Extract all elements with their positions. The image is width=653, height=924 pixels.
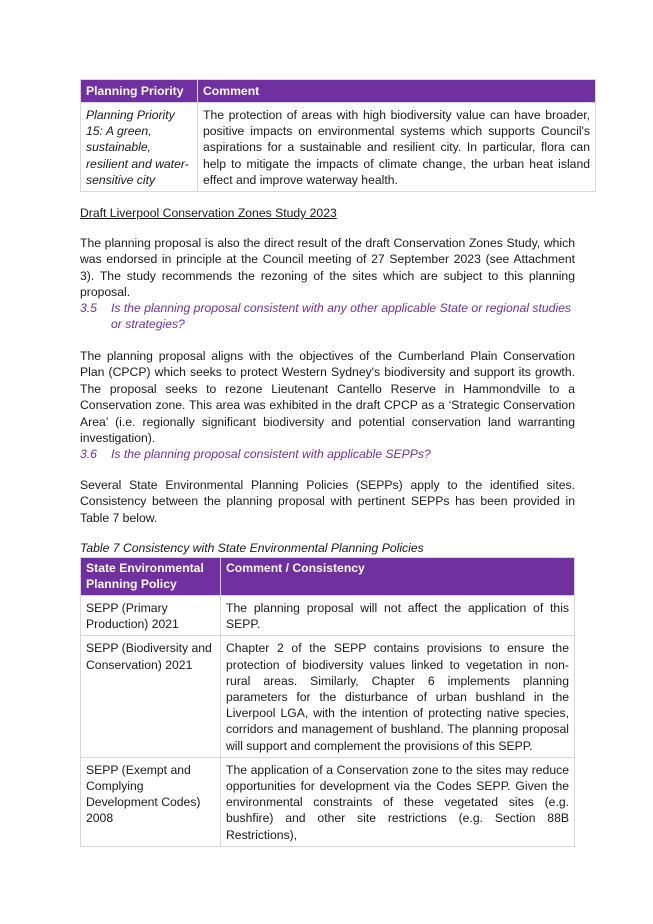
planning-priority-cell: Planning Priority 15: A green, sustainable, resilient and water-sensitive city [81, 103, 198, 192]
policy-cell: SEPP (Primary Production) 2021 [81, 596, 221, 636]
sepp-consistency-table [80, 557, 575, 847]
table-row [81, 636, 575, 757]
paragraph-sepps: Several State Environmental Planning Policies (SEPPs) apply to the identified sites. Consistency between the planning proposal with pertinent SEPPs has been provided in Table 7 below. [80, 478, 575, 525]
header-comment-consistency: Comment / Consistency [221, 558, 575, 596]
comment-cell: The application of a Conservation zone to the sites may reduce opportunities for development via the Codes SEPP. Given the environmental constraints of these vegetated sites (e.g. bushfire) and other site restrictions (e.g. Section 88B Restrictions), [221, 757, 575, 846]
question-3-6 [80, 446, 575, 462]
table-header-row [81, 80, 596, 103]
paragraph-conservation-study: The planning proposal is also the direct result of the draft Conservation Zones Study, which was endorsed in principle at the Council meeting of 27 September 2023 (see Attachment 3). The study recommends the rezoning of the sites which are subject to this planning proposal. [80, 236, 575, 300]
table-row [81, 103, 596, 192]
table-header-row [81, 558, 575, 596]
question-number: 3.5 [80, 301, 97, 315]
comment-cell: Chapter 2 of the SEPP contains provisions to ensure the protection of biodiversity values linked to vegetation in non-rural areas. Similarly, Chapter 6 implements planning parameters for the disturbance of urban bushland in the Liverpool LGA, with the intention of protecting native species, corridors and management of bushland. The planning proposal will support and complement the provisions of this SEPP. [221, 636, 575, 757]
comment-cell: The planning proposal will not affect the application of this SEPP. [221, 596, 575, 636]
table-row [81, 757, 575, 846]
planning-priority-table [80, 79, 596, 192]
question-text: Is the planning proposal consistent with applicable SEPPs? [111, 447, 431, 461]
table-row [81, 596, 575, 636]
header-comment: Comment [198, 80, 596, 103]
table-caption: Table 7 Consistency with State Environmental Planning Policies [80, 541, 424, 555]
policy-cell: SEPP (Exempt and Complying Development Codes) 2008 [81, 757, 221, 846]
section-subheading: Draft Liverpool Conservation Zones Study 2023 [80, 206, 337, 220]
question-number: 3.6 [80, 447, 97, 461]
header-policy: State Environmental Planning Policy [81, 558, 221, 596]
paragraph-cpcp: The planning proposal aligns with the objectives of the Cumberland Plain Conservation Plan (CPCP) which seeks to protect Western Sydney's biodiversity and support its growth. The proposal seeks to rezone Lieutenant Cantello Reserve in Hammondville to a Conservation zone. This area was exhibited in the draft CPCP as a ‘Strategic Conservation Area’ (i.e. regionally significant biodiversity and potential conservation land warranting investigation). [80, 349, 575, 446]
question-text: Is the planning proposal consistent with any other applicable State or regional studies or strategies? [111, 301, 572, 332]
policy-cell: SEPP (Biodiversity and Conservation) 2021 [81, 636, 221, 757]
question-3-5 [80, 300, 575, 333]
comment-cell: The protection of areas with high biodiversity value can have broader, positive impacts on environmental systems which supports Council's aspirations for a sustainable and resilient city. In particular, flora can help to mitigate the impacts of climate change, the urban heat island effect and improve waterway health. [198, 103, 596, 192]
header-planning-priority: Planning Priority [81, 80, 198, 103]
